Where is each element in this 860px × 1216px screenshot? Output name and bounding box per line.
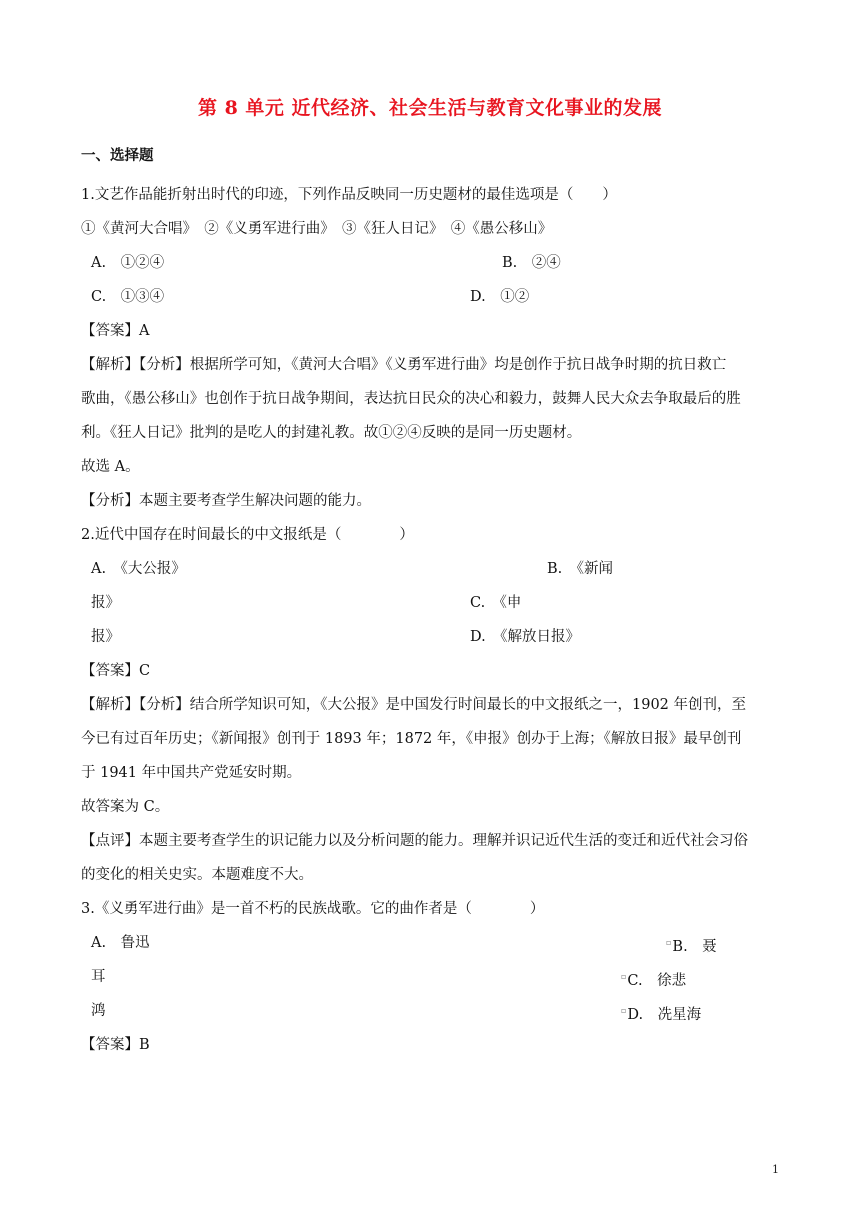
q2-conclusion: 故答案为 C。 <box>81 799 170 815</box>
q2-option-b: B. 《新闻 <box>547 561 614 577</box>
q3-option-b-continued: 耳 <box>91 969 106 985</box>
q1-items: ①《黄河大合唱》 ②《义勇军进行曲》 ③《狂人日记》 ④《愚公移山》 <box>81 221 553 237</box>
q1-stem: 1.文艺作品能折射出时代的印迹，下列作品反映同一历史题材的最佳选项是（ ） <box>81 187 617 203</box>
q2-option-b-continued: 报》 <box>91 595 120 611</box>
q3-option-c: C. 徐悲 <box>627 972 687 989</box>
q2-option-d: D. 《解放日报》 <box>470 629 580 645</box>
q1-answer: 【答案】A <box>81 323 150 339</box>
q1-option-a: A. ①②④ <box>91 255 165 271</box>
q2-option-c: C. 《申 <box>470 595 522 611</box>
q1-option-d: D. ①② <box>470 289 530 305</box>
q3-option-a: A. 鲁迅 <box>91 935 150 951</box>
q2-option-c-continued: 报》 <box>91 629 120 645</box>
q2-analysis-line-3: 于 1941 年中国共产党延安时期。 <box>81 765 302 781</box>
anchor-mark-icon: ▫ <box>666 938 672 947</box>
document-title: 第 8 单元 近代经济、社会生活与教育文化事业的发展 <box>197 97 663 119</box>
q1-analysis-line-3: 利。《狂人日记》批判的是吃人的封建礼教。故①②④反映的是同一历史题材。 <box>81 425 582 441</box>
q3-option-d: D. 冼星海 <box>627 1006 702 1023</box>
q3-option-c-continued: 鸿 <box>91 1003 106 1019</box>
q3-stem: 3.《义勇军进行曲》是一首不朽的民族战歌。它的曲作者是（ ） <box>81 901 545 917</box>
q3-option-b-wrap <box>666 933 717 957</box>
q2-option-a: A. 《大公报》 <box>91 561 186 577</box>
anchor-mark-icon: ▫ <box>621 972 627 981</box>
q1-comment: 【分析】本题主要考查学生解决问题的能力。 <box>81 493 371 509</box>
q1-conclusion: 故选 A。 <box>81 459 140 475</box>
q2-analysis-line-2: 今已有过百年历史；《新闻报》创刊于 1893 年；1872 年，《申报》创办于上海；《解放日报》最早创刊 <box>81 731 742 747</box>
anchor-mark-icon: ▫ <box>621 1006 627 1015</box>
q3-option-b: B. 聂 <box>672 938 717 955</box>
q3-option-d-wrap <box>621 1001 701 1025</box>
q1-option-b: B. ②④ <box>502 255 561 271</box>
q2-answer: 【答案】C <box>81 663 151 679</box>
page-number: 1 <box>772 1163 779 1176</box>
q3-option-c-wrap <box>621 967 686 991</box>
q1-analysis-line-2: 歌曲，《愚公移山》也创作于抗日战争期间，表达抗日民众的决心和毅力，鼓舞人民大众去争取最后的胜 <box>81 391 741 407</box>
q2-analysis-line-1: 【解析】【分析】结合所学知识可知，《大公报》是中国发行时间最长的中文报纸之一，1902 年创刊，至 <box>81 697 747 713</box>
q1-analysis-line-1: 【解析】【分析】根据所学可知，《黄河大合唱》《义勇军进行曲》均是创作于抗日战争时期的抗日救亡 <box>81 357 727 373</box>
q2-comment-line-2: 的变化的相关史实。本题难度不大。 <box>81 867 313 883</box>
q3-answer: 【答案】B <box>81 1037 150 1053</box>
q2-stem: 2.近代中国存在时间最长的中文报纸是（ ） <box>81 527 414 543</box>
q2-comment-line-1: 【点评】本题主要考查学生的识记能力以及分析问题的能力。理解并识记近代生活的变迁和近代社会习俗 <box>81 833 748 849</box>
section-heading: 一、选择题 <box>81 147 154 164</box>
q1-option-c: C. ①③④ <box>91 289 165 305</box>
